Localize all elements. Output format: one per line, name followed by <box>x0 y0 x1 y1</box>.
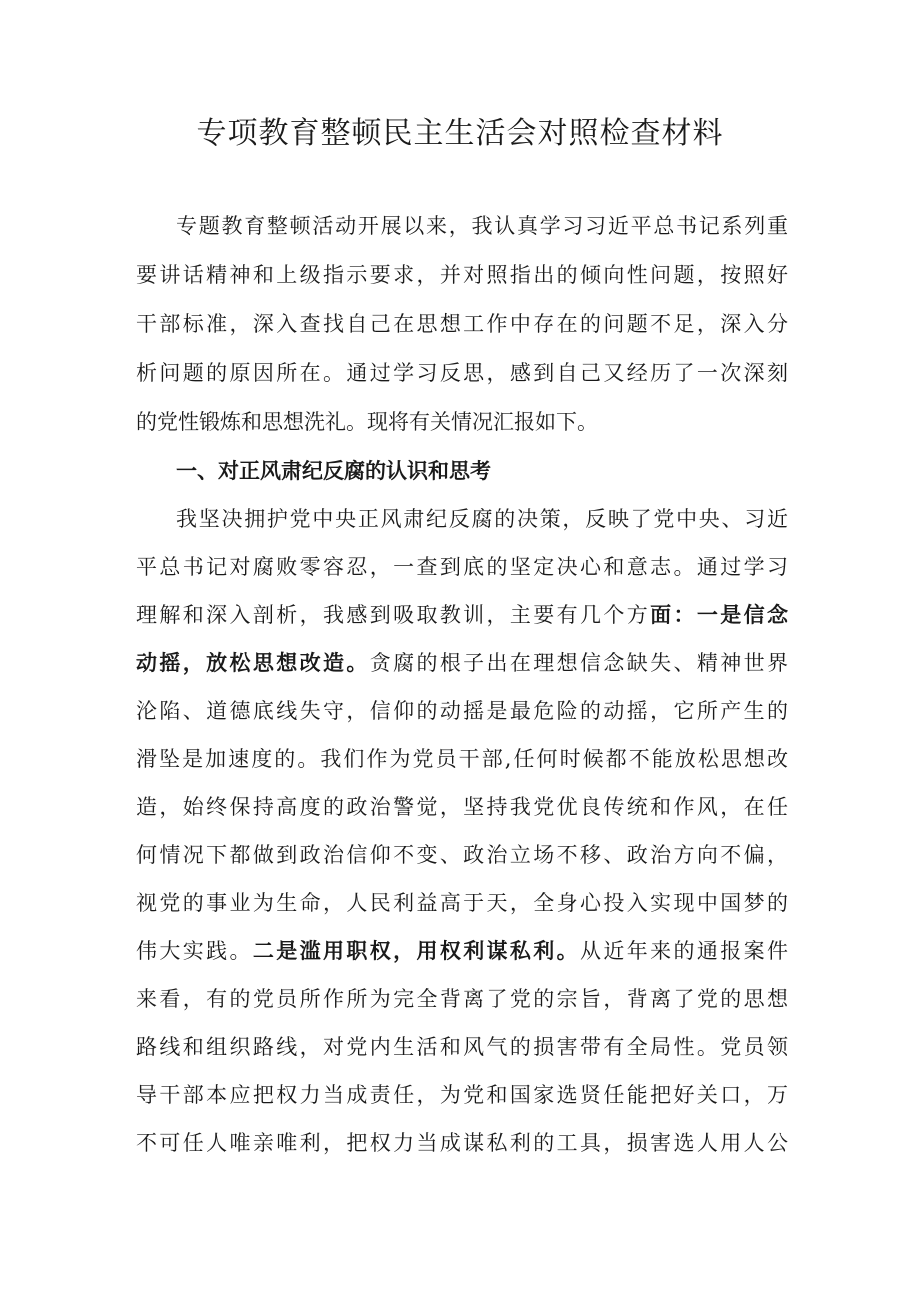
body-line: 沦陷、道德底线失守，信仰的动摇是最危险的动摇，它所产生的 <box>136 699 788 723</box>
bold-point-heading: 二是滥用职权，用权利谋私利。 <box>252 939 581 963</box>
body-line: 导干部本应把权力当成责任，为党和国家选贤任能把好关口，万 <box>136 1083 788 1107</box>
body-line: 造，始终保持高度的政治警觉，坚持我党优良传统和作风，在任 <box>136 795 788 819</box>
intro-line: 的党性锻炼和思想洗礼。现将有关情况汇报如下。 <box>136 410 598 434</box>
body-line: 来看，有的党员所作所为完全背离了党的宗旨，背离了党的思想 <box>136 987 788 1011</box>
document-title: 专项教育整顿民主生活会对照检查材料 <box>196 116 724 151</box>
body-line <box>136 598 788 632</box>
body-line: 滑坠是加速度的。我们作为党员干部,任何时候都不能放松思想改 <box>136 747 788 771</box>
body-line <box>136 934 788 968</box>
body-line <box>136 646 788 680</box>
body-text: 伟大实践。 <box>136 939 253 963</box>
section-heading: 一、对正风肃纪反腐的认识和思考 <box>176 459 491 483</box>
intro-line: 析问题的原因所在。通过学习反思，感到自己又经历了一次深刻 <box>136 361 788 385</box>
body-line: 平总书记对腐败零容忍，一查到底的坚定决心和意志。通过学习 <box>136 555 788 579</box>
intro-line: 专题教育整顿活动开展以来，我认真学习习近平总书记系列重 <box>176 214 788 238</box>
intro-line: 要讲话精神和上级指示要求，并对照指出的倾向性问题，按照好 <box>136 263 788 287</box>
body-line: 路线和组织路线，对党内生活和风气的损害带有全局性。党员领 <box>136 1035 788 1059</box>
body-line: 不可任人唯亲唯利，把权力当成谋私利的工具，损害选人用人公 <box>136 1131 788 1155</box>
body-text: 从近年来的通报案件 <box>580 939 789 963</box>
body-line: 何情况下都做到政治信仰不变、政治立场不移、政治方向不偏， <box>136 843 788 867</box>
body-text: 理解和深入剖析，我感到吸取教训，主要有几个方 <box>136 603 651 627</box>
intro-line: 干部标准，深入查找自己在思想工作中存在的问题不足，深入分 <box>136 312 788 336</box>
bold-point-heading: 面：一是信念 <box>650 603 789 627</box>
body-line: 我坚决拥护党中央正风肃纪反腐的决策，反映了党中央、习近 <box>176 507 788 531</box>
body-line: 视党的事业为生命，人民利益高于天，全身心投入实现中国梦的 <box>136 891 788 915</box>
bold-point-heading: 动摇，放松思想改造。 <box>136 651 370 675</box>
body-text: 贪腐的根子出在理想信念缺失、精神世界 <box>369 651 788 675</box>
